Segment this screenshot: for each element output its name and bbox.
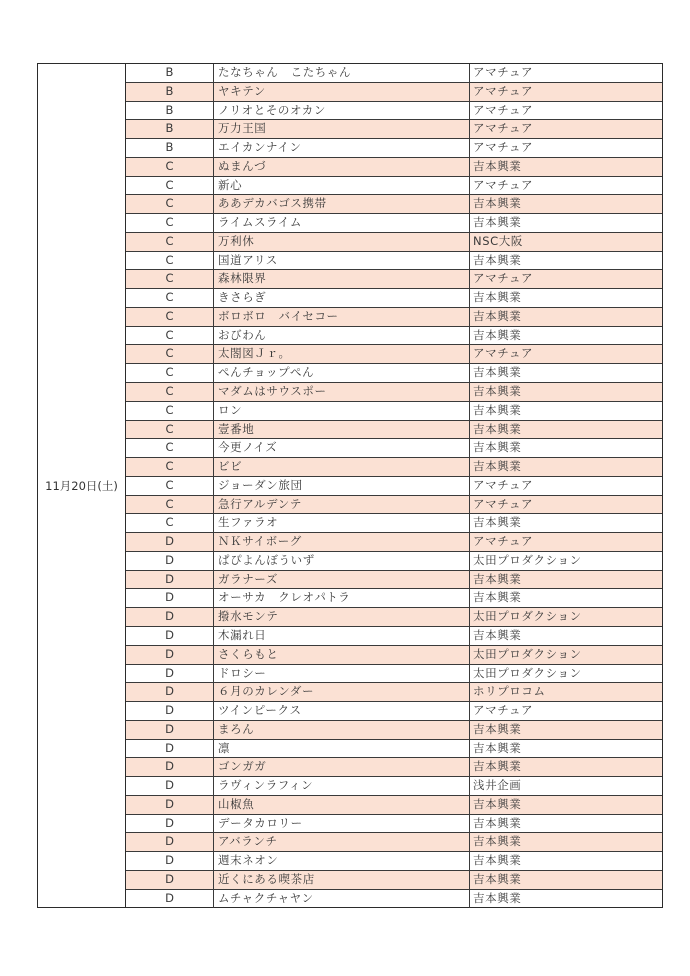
rank-cell: D: [126, 777, 214, 795]
rank-cell: C: [126, 402, 214, 420]
agency-cell: 吉本興業: [473, 627, 522, 642]
agency-cell: アマチュア: [473, 703, 534, 718]
performer-name-cell: ぺんチョップぺん: [214, 364, 470, 382]
table-body: [126, 64, 662, 907]
performer-name-cell: マダムはサウスポー: [214, 383, 470, 401]
agency-cell: アマチュア: [473, 83, 534, 98]
table-row: [126, 421, 662, 440]
agency-cell: アマチュア: [473, 140, 534, 155]
agency-cell: 吉本興業: [473, 327, 522, 342]
performer-name-cell: エイカンナイン: [214, 139, 470, 157]
agency-cell: アマチュア: [473, 534, 534, 549]
performer-name-cell: ロン: [214, 402, 470, 420]
table-row: [126, 402, 662, 421]
performer-name-cell: さくらもと: [214, 646, 470, 664]
table-row: [126, 740, 662, 759]
performer-name-cell: たなちゃん こたちゃん: [214, 64, 470, 82]
agency-cell: 吉本興業: [473, 796, 522, 811]
rank-cell: C: [126, 195, 214, 213]
agency-cell: 太田プロダクション: [473, 552, 582, 567]
performer-name-cell: ガラナーズ: [214, 571, 470, 589]
date-cell: 11月20日(土): [38, 64, 126, 907]
performer-name-cell: ぬまんづ: [214, 158, 470, 176]
performer-name-cell: 太閤図Ｊｒ。: [214, 345, 470, 363]
table-row: [126, 477, 662, 496]
schedule-table: [37, 63, 663, 908]
agency-cell: 吉本興業: [473, 834, 522, 849]
table-row: [126, 646, 662, 665]
rank-cell: C: [126, 214, 214, 232]
table-row: [126, 589, 662, 608]
agency-cell: 吉本興業: [473, 459, 522, 474]
rank-cell: C: [126, 496, 214, 514]
rank-cell: C: [126, 458, 214, 476]
performer-name-cell: ゴンガガ: [214, 758, 470, 776]
table-row: [126, 177, 662, 196]
table-row: [126, 758, 662, 777]
agency-cell: 吉本興業: [473, 402, 522, 417]
table-row: [126, 702, 662, 721]
rank-cell: D: [126, 589, 214, 607]
agency-cell: 吉本興業: [473, 515, 522, 530]
rank-cell: C: [126, 421, 214, 439]
agency-cell: アマチュア: [473, 496, 534, 511]
agency-cell: 吉本興業: [473, 890, 522, 905]
agency-cell: 吉本興業: [473, 196, 522, 211]
rank-cell: D: [126, 552, 214, 570]
performer-name-cell: ツインピークス: [214, 702, 470, 720]
agency-cell: 太田プロダクション: [473, 665, 582, 680]
rank-cell: D: [126, 683, 214, 701]
table-row: [126, 852, 662, 871]
table-row: [126, 345, 662, 364]
rank-cell: C: [126, 439, 214, 457]
table-row: [126, 158, 662, 177]
table-row: [126, 139, 662, 158]
table-row: [126, 270, 662, 289]
agency-cell: アマチュア: [473, 65, 534, 79]
table-row: [126, 439, 662, 458]
table-row: [126, 665, 662, 684]
agency-cell: 浅井企画: [473, 778, 522, 793]
performer-name-cell: ドロシー: [214, 665, 470, 683]
rank-cell: D: [126, 815, 214, 833]
performer-name-cell: ボロボロ バイセコー: [214, 308, 470, 326]
rank-cell: C: [126, 308, 214, 326]
table-row: [126, 571, 662, 590]
table-row: [126, 120, 662, 139]
table-row: [126, 252, 662, 271]
performer-name-cell: 週末ネオン: [214, 852, 470, 870]
table-row: [126, 890, 662, 909]
agency-cell: 吉本興業: [473, 871, 522, 886]
agency-cell: ホリプロコム: [473, 684, 546, 699]
agency-cell: アマチュア: [473, 346, 534, 361]
rank-cell: D: [126, 740, 214, 758]
rank-cell: C: [126, 345, 214, 363]
rank-cell: D: [126, 702, 214, 720]
table-row: [126, 496, 662, 515]
agency-cell: アマチュア: [473, 102, 534, 117]
table-row: [126, 815, 662, 834]
performer-name-cell: データカロリー: [214, 815, 470, 833]
rank-cell: C: [126, 289, 214, 307]
agency-cell: 吉本興業: [473, 853, 522, 868]
rank-cell: D: [126, 646, 214, 664]
rank-cell: B: [126, 64, 214, 82]
rank-cell: C: [126, 158, 214, 176]
rank-cell: C: [126, 477, 214, 495]
rank-cell: D: [126, 721, 214, 739]
agency-cell: アマチュア: [473, 121, 534, 136]
rank-cell: D: [126, 796, 214, 814]
agency-cell: 吉本興業: [473, 215, 522, 230]
rank-cell: D: [126, 852, 214, 870]
table-row: [126, 327, 662, 346]
rank-cell: B: [126, 120, 214, 138]
table-row: [126, 721, 662, 740]
rank-cell: D: [126, 533, 214, 551]
performer-name-cell: 急行アルデンテ: [214, 496, 470, 514]
performer-name-cell: 万力王国: [214, 120, 470, 138]
table-row: [126, 796, 662, 815]
performer-name-cell: 万利休: [214, 233, 470, 251]
performer-name-cell: ヤキテン: [214, 83, 470, 101]
table-row: [126, 83, 662, 102]
agency-cell: 吉本興業: [473, 421, 522, 436]
rank-cell: D: [126, 627, 214, 645]
performer-name-cell: きさらぎ: [214, 289, 470, 307]
table-row: [126, 552, 662, 571]
rank-cell: C: [126, 177, 214, 195]
performer-name-cell: 壹番地: [214, 421, 470, 439]
performer-name-cell: ぱぴよんぼういず: [214, 552, 470, 570]
agency-cell: 吉本興業: [473, 308, 522, 323]
rank-cell: C: [126, 364, 214, 382]
table-row: [126, 608, 662, 627]
agency-cell: NSC大阪: [473, 233, 523, 248]
rank-cell: D: [126, 871, 214, 889]
performer-name-cell: おびわん: [214, 327, 470, 345]
rank-cell: C: [126, 270, 214, 288]
performer-name-cell: 近くにある喫茶店: [214, 871, 470, 889]
rank-cell: D: [126, 571, 214, 589]
table-row: [126, 364, 662, 383]
agency-cell: 吉本興業: [473, 590, 522, 605]
agency-cell: 吉本興業: [473, 571, 522, 586]
rank-cell: C: [126, 383, 214, 401]
rank-cell: B: [126, 102, 214, 120]
performer-name-cell: オーサカ クレオパトラ: [214, 589, 470, 607]
rank-cell: B: [126, 139, 214, 157]
table-row: [126, 683, 662, 702]
agency-cell: 太田プロダクション: [473, 609, 582, 624]
agency-cell: 吉本興業: [473, 252, 522, 267]
performer-name-cell: 木漏れ日: [214, 627, 470, 645]
agency-cell: 吉本興業: [473, 721, 522, 736]
performer-name-cell: ラヴィンラフィン: [214, 777, 470, 795]
performer-name-cell: ビビ: [214, 458, 470, 476]
rank-cell: C: [126, 514, 214, 532]
agency-cell: アマチュア: [473, 271, 534, 286]
agency-cell: 吉本興業: [473, 365, 522, 380]
agency-cell: 吉本興業: [473, 759, 522, 774]
table-row: [126, 233, 662, 252]
performer-name-cell: ジョーダン旅団: [214, 477, 470, 495]
table-row: [126, 64, 662, 83]
performer-name-cell: 国道アリス: [214, 252, 470, 270]
table-row: [126, 777, 662, 796]
performer-name-cell: ６月のカレンダー: [214, 683, 470, 701]
table-row: [126, 833, 662, 852]
performer-name-cell: 生ファラオ: [214, 514, 470, 532]
rank-cell: D: [126, 665, 214, 683]
agency-cell: 吉本興業: [473, 815, 522, 830]
table-row: [126, 533, 662, 552]
performer-name-cell: ああデカバゴス携帯: [214, 195, 470, 213]
table-row: [126, 458, 662, 477]
rank-cell: D: [126, 608, 214, 626]
table-row: [126, 289, 662, 308]
rank-cell: D: [126, 833, 214, 851]
performer-name-cell: ノリオとそのオカン: [214, 102, 470, 120]
performer-name-cell: 森林限界: [214, 270, 470, 288]
agency-cell: アマチュア: [473, 477, 534, 492]
agency-cell: 吉本興業: [473, 384, 522, 399]
performer-name-cell: まろん: [214, 721, 470, 739]
performer-name-cell: ムチャクチャヤン: [214, 890, 470, 909]
rank-cell: C: [126, 233, 214, 251]
rank-cell: D: [126, 890, 214, 909]
performer-name-cell: 新心: [214, 177, 470, 195]
agency-cell: 吉本興業: [473, 740, 522, 755]
agency-cell: 吉本興業: [473, 290, 522, 305]
agency-cell: 吉本興業: [473, 440, 522, 455]
performer-name-cell: 撥水モンテ: [214, 608, 470, 626]
agency-cell: アマチュア: [473, 177, 534, 192]
rank-cell: C: [126, 252, 214, 270]
rank-cell: D: [126, 758, 214, 776]
table-row: [126, 871, 662, 890]
performer-name-cell: アバランチ: [214, 833, 470, 851]
table-row: [126, 214, 662, 233]
performer-name-cell: ＮＫサイボーグ: [214, 533, 470, 551]
performer-name-cell: ライムスライム: [214, 214, 470, 232]
rank-cell: B: [126, 83, 214, 101]
agency-cell: 吉本興業: [473, 158, 522, 173]
table-row: [126, 195, 662, 214]
performer-name-cell: 今更ノイズ: [214, 439, 470, 457]
table-row: [126, 383, 662, 402]
table-row: [126, 627, 662, 646]
table-row: [126, 102, 662, 121]
performer-name-cell: 凛: [214, 740, 470, 758]
agency-cell: 太田プロダクション: [473, 646, 582, 661]
rank-cell: C: [126, 327, 214, 345]
table-row: [126, 308, 662, 327]
table-row: [126, 514, 662, 533]
performer-name-cell: 山椒魚: [214, 796, 470, 814]
